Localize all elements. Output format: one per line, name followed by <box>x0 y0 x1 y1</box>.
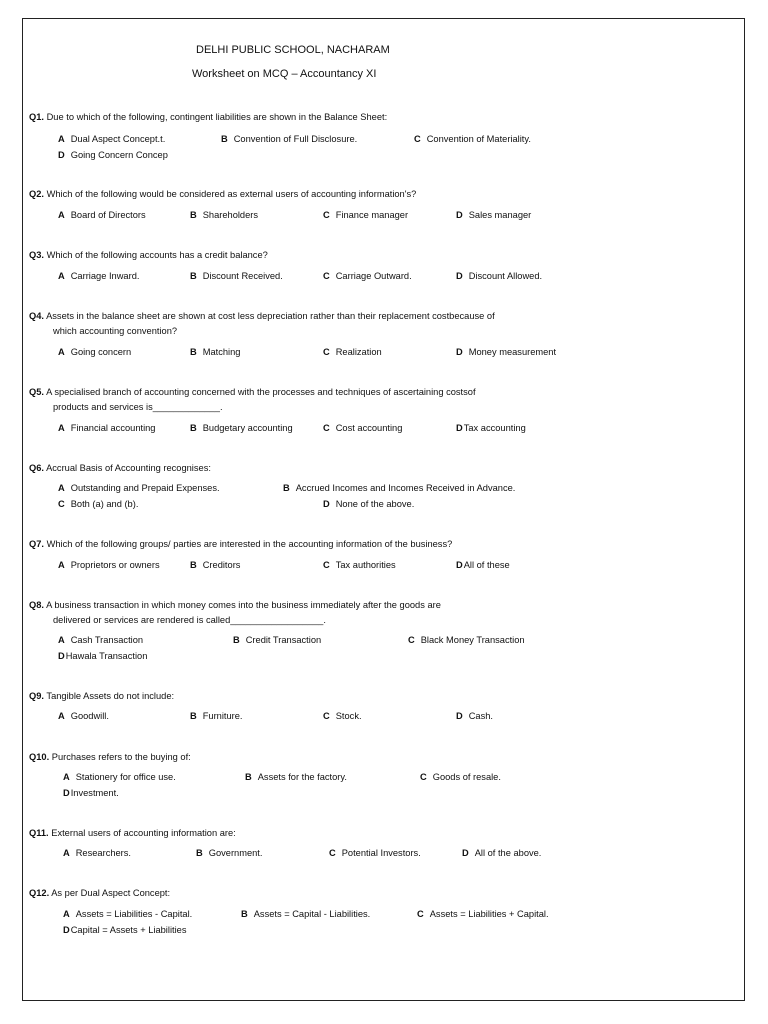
option-a <box>58 347 131 357</box>
question-text: Due to which of the following, contingent liabilities are shown in the Balance Sheet: <box>46 112 388 122</box>
option-text: Financial accounting <box>70 423 156 433</box>
question-number: Q5. <box>29 387 44 397</box>
option-letter: A <box>58 483 65 493</box>
option-d <box>63 925 186 935</box>
option-letter: A <box>58 635 65 645</box>
question-text: A business transaction in which money comes into the business immediately after the goods are <box>46 600 441 610</box>
option-letter: B <box>190 271 197 281</box>
option-letter: A <box>63 909 70 919</box>
option-text: Goods of resale. <box>432 772 501 782</box>
option-letter: D <box>456 271 463 281</box>
option-letter: C <box>414 134 421 144</box>
option-letter: D <box>323 499 330 509</box>
option-text: Government. <box>208 848 263 858</box>
question-text: Which of the following would be considered as external users of accounting information's? <box>46 189 417 199</box>
option-d <box>456 711 493 721</box>
option-text: Potential Investors. <box>341 848 421 858</box>
option-text: Hawala Transaction <box>65 651 148 661</box>
option-b <box>196 848 262 858</box>
option-b <box>190 711 243 721</box>
question-text: Which of the following accounts has a credit balance? <box>46 250 268 260</box>
question-number: Q4. <box>29 311 44 321</box>
option-text: Carriage Outward. <box>335 271 412 281</box>
option-d <box>58 150 168 160</box>
option-letter: C <box>323 560 330 570</box>
question-11 <box>29 828 236 838</box>
option-d <box>456 560 510 570</box>
option-letter: D <box>63 925 70 935</box>
option-a <box>58 423 155 433</box>
option-a <box>58 271 139 281</box>
option-text: Going Concern Concep <box>70 150 168 160</box>
option-c <box>323 711 362 721</box>
question-10 <box>29 752 191 762</box>
question-number: Q9. <box>29 691 44 701</box>
option-letter: A <box>58 134 65 144</box>
option-letter: C <box>417 909 424 919</box>
option-b <box>233 635 321 645</box>
option-letter: A <box>58 711 65 721</box>
question-number: Q1. <box>29 112 44 122</box>
option-a <box>63 772 176 782</box>
school-name: DELHI PUBLIC SCHOOL, NACHARAM <box>196 44 390 56</box>
option-letter: D <box>58 150 65 160</box>
option-letter: D <box>58 651 65 661</box>
option-letter: B <box>283 483 290 493</box>
option-d <box>462 848 541 858</box>
question-text: Purchases refers to the buying of: <box>51 752 191 762</box>
option-c <box>58 499 138 509</box>
option-b <box>190 210 258 220</box>
question-text-continued: which accounting convention? <box>53 326 178 336</box>
option-b <box>221 134 357 144</box>
question-12 <box>29 888 170 898</box>
option-text: Outstanding and Prepaid Expenses. <box>70 483 220 493</box>
option-b <box>190 347 240 357</box>
option-letter: B <box>190 347 197 357</box>
option-text: Matching <box>202 347 241 357</box>
option-letter: C <box>329 848 336 858</box>
option-letter: A <box>63 772 70 782</box>
option-text: Accrued Incomes and Incomes Received in Advance. <box>295 483 516 493</box>
option-c <box>414 134 531 144</box>
question-text: As per Dual Aspect Concept: <box>51 888 171 898</box>
option-d <box>323 499 414 509</box>
option-letter: C <box>420 772 427 782</box>
option-a <box>58 711 109 721</box>
question-text: External users of accounting information are: <box>51 828 236 838</box>
option-text: All of these <box>463 560 510 570</box>
question-text: Which of the following groups/ parties are interested in the accounting information of the business? <box>46 539 453 549</box>
option-text: Investment. <box>70 788 119 798</box>
option-d <box>456 271 542 281</box>
option-letter: B <box>196 848 203 858</box>
question-text-continued: delivered or services are rendered is called__________________. <box>53 615 326 625</box>
option-text: Tax accounting <box>463 423 526 433</box>
option-text: Shareholders <box>202 210 259 220</box>
option-text: Credit Transaction <box>245 635 322 645</box>
question-8 <box>29 600 441 625</box>
question-1 <box>29 112 387 122</box>
option-letter: D <box>456 210 463 220</box>
option-letter: D <box>456 423 463 433</box>
question-9 <box>29 691 174 701</box>
question-3 <box>29 250 268 260</box>
question-text: Assets in the balance sheet are shown at cost less depreciation rather than their replacement costbecause of <box>46 311 495 321</box>
option-text: Budgetary accounting <box>202 423 293 433</box>
option-letter: A <box>58 560 65 570</box>
option-letter: C <box>323 271 330 281</box>
option-text: All of the above. <box>474 848 542 858</box>
option-a <box>63 909 192 919</box>
option-c <box>323 560 396 570</box>
question-text-continued: products and services is_____________. <box>53 402 223 412</box>
option-text: Discount Received. <box>202 271 283 281</box>
option-letter: B <box>190 423 197 433</box>
option-text: Creditors <box>202 560 241 570</box>
option-d <box>63 788 119 798</box>
option-text: Convention of Materiality. <box>426 134 531 144</box>
option-text: Sales manager <box>468 210 532 220</box>
option-d <box>456 423 526 433</box>
option-text: Dual Aspect Concept.t. <box>70 134 166 144</box>
question-number: Q10. <box>29 752 50 762</box>
option-text: Assets = Liabilities + Capital. <box>429 909 549 919</box>
option-letter: B <box>190 560 197 570</box>
option-letter: B <box>190 210 197 220</box>
option-text: Assets for the factory. <box>257 772 347 782</box>
question-number: Q11. <box>29 828 49 838</box>
option-text: Cost accounting <box>335 423 403 433</box>
option-a <box>58 210 146 220</box>
option-letter: B <box>241 909 248 919</box>
option-d <box>58 651 147 661</box>
option-letter: A <box>63 848 70 858</box>
option-a <box>58 483 220 493</box>
option-letter: A <box>58 210 65 220</box>
option-text: None of the above. <box>335 499 415 509</box>
option-b <box>283 483 515 493</box>
option-a <box>63 848 131 858</box>
option-c <box>417 909 549 919</box>
option-letter: D <box>456 711 463 721</box>
question-text: A specialised branch of accounting concerned with the processes and techniques of ascertaining costsof <box>46 387 476 397</box>
option-letter: C <box>323 210 330 220</box>
option-text: Cash Transaction <box>70 635 144 645</box>
option-text: Carriage Inward. <box>70 271 140 281</box>
question-number: Q8. <box>29 600 44 610</box>
option-a <box>58 560 160 570</box>
question-number: Q2. <box>29 189 44 199</box>
option-text: Stock. <box>335 711 362 721</box>
option-letter: B <box>233 635 240 645</box>
option-text: Going concern <box>70 347 132 357</box>
option-c <box>420 772 501 782</box>
option-letter: D <box>456 560 463 570</box>
question-7 <box>29 539 452 549</box>
option-c <box>323 210 408 220</box>
option-letter: B <box>190 711 197 721</box>
question-text: Accrual Basis of Accounting recognises: <box>46 463 211 473</box>
option-letter: A <box>58 271 65 281</box>
option-text: Assets = Liabilities - Capital. <box>75 909 193 919</box>
option-c <box>408 635 525 645</box>
option-text: Furniture. <box>202 711 243 721</box>
question-4 <box>29 311 495 336</box>
option-letter: B <box>245 772 252 782</box>
option-text: Black Money Transaction <box>420 635 525 645</box>
option-d <box>456 210 531 220</box>
option-text: Convention of Full Disclosure. <box>233 134 358 144</box>
option-letter: B <box>221 134 228 144</box>
option-letter: C <box>323 423 330 433</box>
option-letter: A <box>58 423 65 433</box>
option-c <box>329 848 421 858</box>
option-letter: C <box>408 635 415 645</box>
option-text: Cash. <box>468 711 494 721</box>
worksheet-title: Worksheet on MCQ – Accountancy XI <box>192 68 377 80</box>
question-number: Q3. <box>29 250 44 260</box>
option-a <box>58 635 143 645</box>
option-c <box>323 423 402 433</box>
option-text: Discount Allowed. <box>468 271 543 281</box>
option-c <box>323 347 382 357</box>
question-6 <box>29 463 211 473</box>
question-2 <box>29 189 416 199</box>
option-text: Proprietors or owners <box>70 560 160 570</box>
option-text: Realization <box>335 347 382 357</box>
option-b <box>190 271 283 281</box>
option-letter: C <box>323 347 330 357</box>
question-text: Tangible Assets do not include: <box>46 691 175 701</box>
option-letter: D <box>456 347 463 357</box>
question-number: Q12. <box>29 888 50 898</box>
option-text: Goodwill. <box>70 711 109 721</box>
option-letter: A <box>58 347 65 357</box>
option-letter: D <box>462 848 469 858</box>
option-d <box>456 347 556 357</box>
option-text: Money measurement <box>468 347 557 357</box>
option-text: Both (a) and (b). <box>70 499 139 509</box>
option-b <box>245 772 347 782</box>
option-b <box>190 560 240 570</box>
option-text: Board of Directors <box>70 210 146 220</box>
question-number: Q7. <box>29 539 44 549</box>
option-text: Capital = Assets + Liabilities <box>70 925 187 935</box>
option-c <box>323 271 412 281</box>
option-letter: D <box>63 788 70 798</box>
question-number: Q6. <box>29 463 44 473</box>
option-letter: C <box>58 499 65 509</box>
question-5 <box>29 387 476 412</box>
option-a <box>58 134 165 144</box>
option-text: Tax authorities <box>335 560 396 570</box>
option-b <box>241 909 370 919</box>
option-text: Stationery for office use. <box>75 772 176 782</box>
option-letter: C <box>323 711 330 721</box>
option-text: Finance manager <box>335 210 409 220</box>
option-text: Assets = Capital - Liabilities. <box>253 909 371 919</box>
option-text: Researchers. <box>75 848 132 858</box>
option-b <box>190 423 293 433</box>
